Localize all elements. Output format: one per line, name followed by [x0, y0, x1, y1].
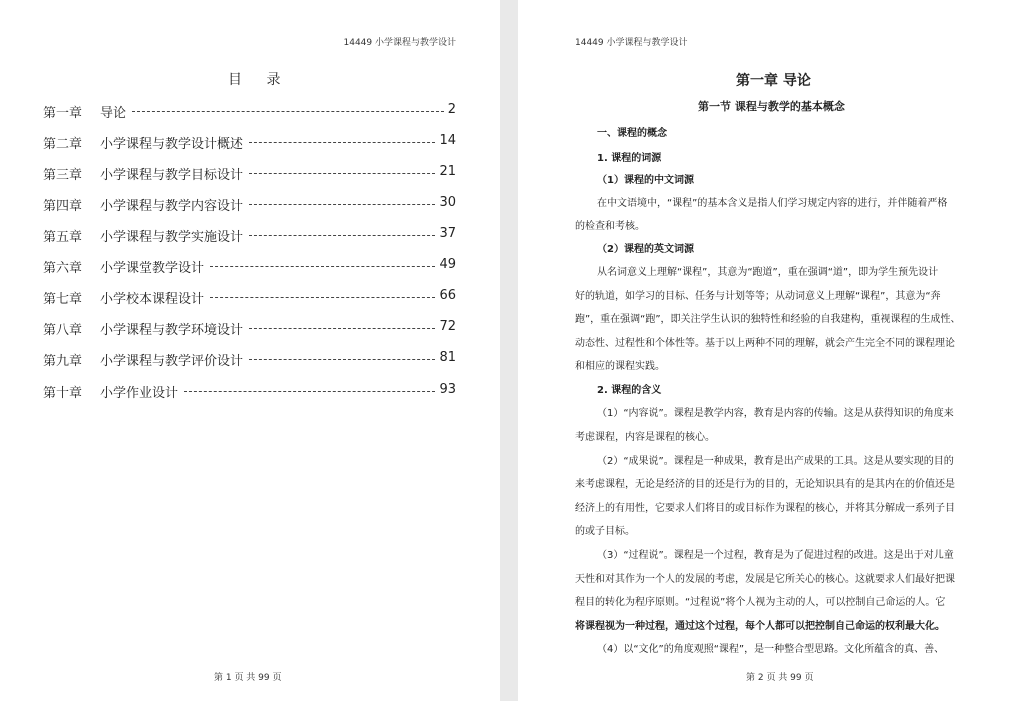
- toc-chapter-label: 第八章: [43, 323, 83, 338]
- toc-entry[interactable]: [43, 226, 456, 246]
- toc-leader-dots: [249, 142, 435, 143]
- toc-leader-dots: [249, 173, 435, 174]
- toc-leader-dots: [249, 235, 435, 236]
- toc-entry-title: 小学作业设计: [100, 386, 179, 401]
- toc-entry-title: 小学课程与教学设计概述: [100, 137, 244, 152]
- toc-chapter-label: 第十章: [43, 386, 83, 401]
- toc-page-number: 66: [439, 288, 456, 303]
- toc-page-number: 72: [439, 319, 456, 334]
- body-text-line: 程目的转化为程序原则。“过程说”将个人视为主动的人，可以控制自己命运的人。它: [575, 597, 946, 608]
- page-header: 14449 小学课程与教学设计: [343, 38, 456, 48]
- body-text-line: 从名词意义上理解“课程”，其意为“跑道”，重在强调“道”，即为学生预先设计: [597, 267, 939, 278]
- toc-entry-title: 导论: [100, 106, 127, 121]
- toc-chapter-label: 第九章: [43, 354, 83, 369]
- toc-page-number: 30: [439, 195, 456, 210]
- chapter-title: 第一章 导论: [736, 73, 811, 89]
- toc-chapter-label: 第一章: [43, 106, 83, 121]
- toc-entry[interactable]: [43, 319, 456, 339]
- toc-entry[interactable]: [43, 350, 456, 370]
- body-text-line: 的或子目标。: [575, 526, 635, 537]
- toc-entry-title: 小学课程与教学实施设计: [100, 230, 244, 245]
- toc-page-number: 2: [447, 102, 456, 117]
- toc-entry-title: 小学课程与教学评价设计: [100, 354, 244, 369]
- toc-chapter-label: 第六章: [43, 261, 83, 276]
- page-header: 14449 小学课程与教学设计: [575, 38, 688, 48]
- toc-page-number: 81: [439, 350, 456, 365]
- body-heading-line: 2. 课程的含义: [597, 385, 662, 396]
- body-heading-line: 1. 课程的词源: [597, 153, 662, 164]
- toc-entry[interactable]: [43, 257, 456, 277]
- toc-page-number: 93: [439, 382, 456, 397]
- body-text-line: 经济上的有用性，它要求人们将目的或目标作为课程的核心，并将其分解成一系列子目: [575, 503, 955, 514]
- toc-title: 目 录: [228, 72, 291, 88]
- toc-chapter-label: 第三章: [43, 168, 83, 183]
- section-title: 第一节 课程与教学的基本概念: [698, 100, 845, 113]
- toc-entry[interactable]: [43, 164, 456, 184]
- body-text-line: 天性和对其作为一个人的发展的考虑，发展是它所关心的核心。这就要求人们最好把课: [575, 574, 955, 585]
- toc-entry-title: 小学课堂教学设计: [100, 261, 205, 276]
- body-text-line: 好的轨道，如学习的目标、任务与计划等等；从动词意义上理解“课程”，其意为“奔: [575, 291, 941, 302]
- toc-chapter-label: 第七章: [43, 292, 83, 307]
- toc-entry-title: 小学校本课程设计: [100, 292, 205, 307]
- body-text-line: 和相应的课程实践。: [575, 361, 665, 372]
- body-text-line: 动态性、过程性和个体性等。基于以上两种不同的理解，就会产生完全不同的课程理论: [575, 338, 955, 349]
- toc-entry[interactable]: [43, 133, 456, 153]
- document-page-1: [0, 0, 500, 701]
- toc-entry-title: 小学课程与教学内容设计: [100, 199, 244, 214]
- toc-chapter-label: 第四章: [43, 199, 83, 214]
- toc-page-number: 49: [439, 257, 456, 272]
- toc-leader-dots: [210, 266, 435, 267]
- toc-chapter-label: 第五章: [43, 230, 83, 245]
- toc-page-number: 21: [439, 164, 456, 179]
- toc-leader-dots: [249, 204, 435, 205]
- toc-page-number: 14: [439, 133, 456, 148]
- toc-leader-dots: [249, 328, 435, 329]
- toc-chapter-label: 第二章: [43, 137, 83, 152]
- toc-entry[interactable]: [43, 195, 456, 215]
- body-heading-line: （2）课程的英文词源: [597, 244, 694, 255]
- toc-page-number: 37: [439, 226, 456, 241]
- heading-level-1: 一、课程的概念: [597, 128, 667, 139]
- toc-entry-title: 小学课程与教学环境设计: [100, 323, 244, 338]
- body-text-line: 的检查和考核。: [575, 221, 645, 232]
- body-text-line: （1）“内容说”。课程是教学内容，教育是内容的传输。这是从获得知识的角度来: [597, 408, 954, 419]
- body-text-line: （3）“过程说”。课程是一个过程，教育是为了促进过程的改进。这是出于对儿童: [597, 550, 954, 561]
- toc-entry-title: 小学课程与教学目标设计: [100, 168, 244, 183]
- toc-entry[interactable]: [43, 102, 456, 122]
- toc-leader-dots: [210, 297, 435, 298]
- page-footer: 第 1 页 共 99 页: [214, 673, 282, 683]
- toc-leader-dots: [184, 391, 435, 392]
- body-text-line: （4）以“文化”的角度观照“课程”，是一种整合型思路。文化所蕴含的真、善、: [597, 644, 945, 655]
- body-heading-line: （1）课程的中文词源: [597, 175, 694, 186]
- body-text-line: （2）“成果说”。课程是一种成果，教育是出产成果的工具。这是从要实现的目的: [597, 456, 954, 467]
- toc-leader-dots: [132, 111, 444, 112]
- body-heading-line: 将课程视为一种过程，通过这个过程，每个人都可以把控制自己命运的权利最大化。: [575, 621, 945, 632]
- toc-leader-dots: [249, 359, 435, 360]
- body-text-line: 在中文语境中，“课程”的基本含义是指人们学习规定内容的进行，并伴随着严格: [597, 198, 948, 209]
- document-page-2: [518, 0, 1020, 701]
- body-text-line: 来考虑课程，无论是经济的目的还是行为的目的，无论知识具有的是其内在的价值还是: [575, 479, 955, 490]
- body-text-line: 考虑课程，内容是课程的核心。: [575, 432, 715, 443]
- toc-entry[interactable]: [43, 288, 456, 308]
- body-text-line: 跑”，重在强调“跑”，即关注学生认识的独特性和经验的自我建构，重视课程的生成性、: [575, 314, 961, 325]
- page-footer: 第 2 页 共 99 页: [746, 673, 814, 683]
- toc-entry[interactable]: [43, 382, 456, 402]
